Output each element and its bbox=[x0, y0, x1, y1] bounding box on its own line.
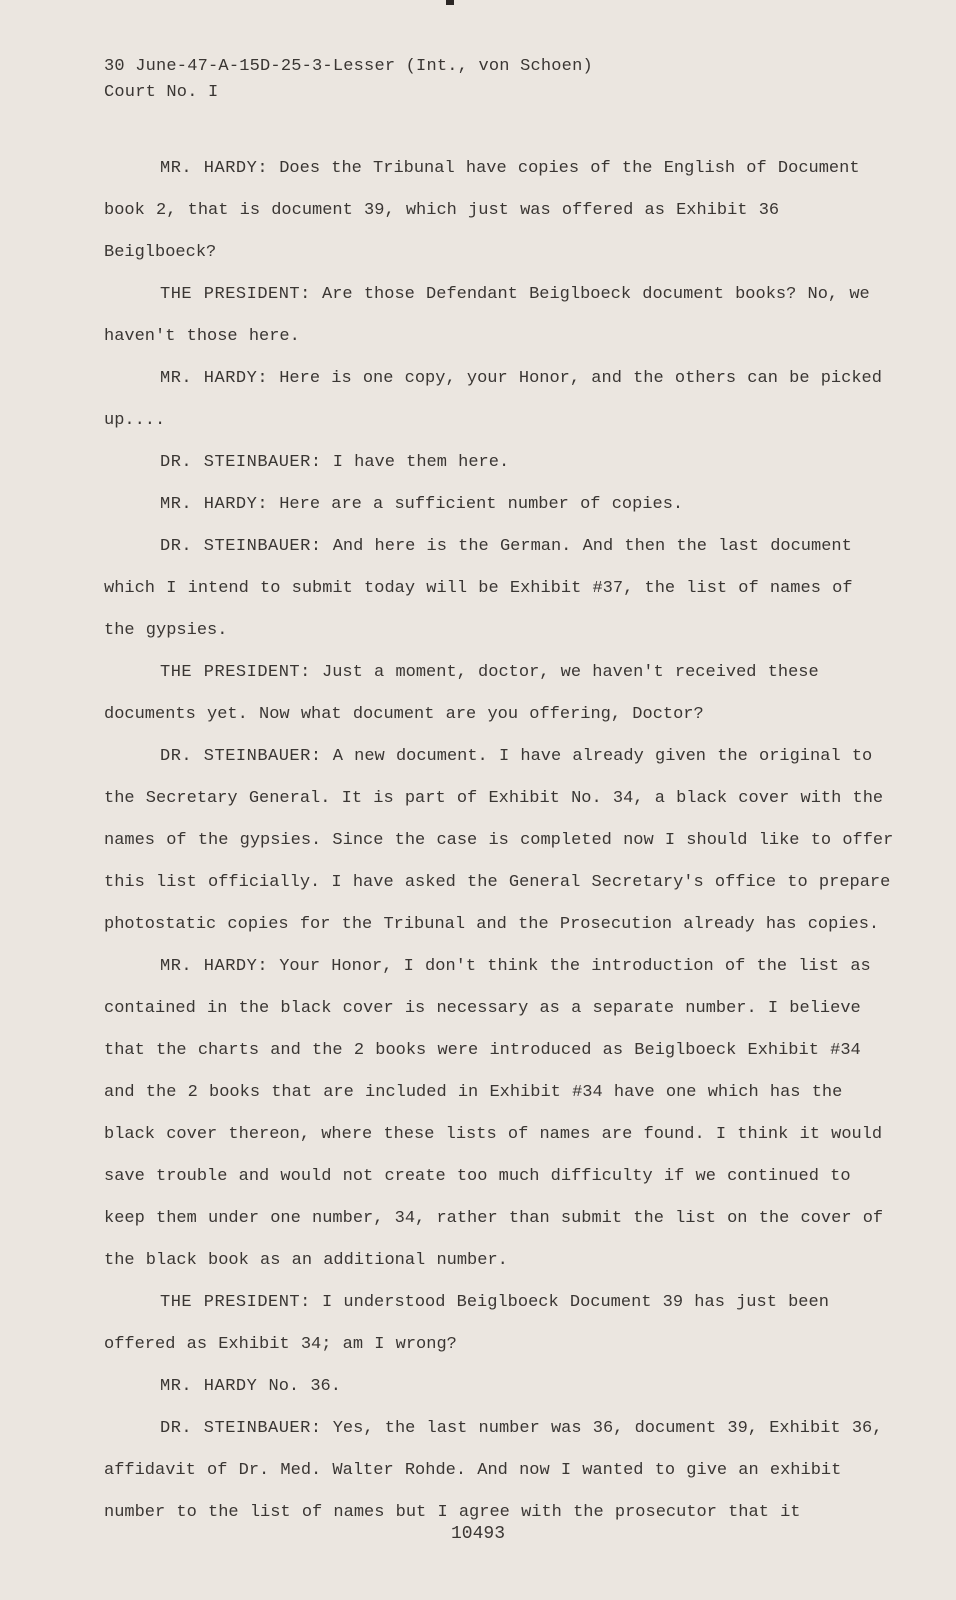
speech-text: And here is the German. And then the last document which I intend to submit today will be Exhibit #37, the list of names of the gypsies. bbox=[104, 537, 853, 640]
speech-text: A new document. I have already given the original to the Secretary General. It is part of Exhibit No. 34, a black cover with the names of the gypsies. Since the case is completed now I should like to offer this list officially. I have asked the General Secretary's office to prepare photostatic copies for the Tribunal and the Prosecution already has copies. bbox=[104, 747, 894, 934]
speaker-label: DR. STEINBAUER: bbox=[160, 453, 322, 472]
transcript-paragraph bbox=[104, 274, 894, 358]
speech-text: I understood Beiglboeck Document 39 has just been offered as Exhibit 34; am I wrong? bbox=[104, 1293, 829, 1354]
transcript-paragraph bbox=[104, 484, 894, 526]
speech-text: Just a moment, doctor, we haven't received these documents yet. Now what document are you offering, Doctor? bbox=[104, 663, 819, 724]
transcript-paragraph bbox=[104, 652, 894, 736]
speaker-label: MR. HARDY: bbox=[160, 495, 269, 514]
speech-text: I have them here. bbox=[332, 453, 510, 472]
transcript-paragraph bbox=[104, 1366, 894, 1408]
speech-text: Does the Tribunal have copies of the English of Document book 2, that is document 39, which just was offered as Exhibit 36 Beiglboeck? bbox=[104, 159, 860, 262]
transcript-paragraph bbox=[104, 148, 894, 274]
transcript-paragraph bbox=[104, 442, 894, 484]
document-header bbox=[104, 54, 593, 106]
speaker-label: DR. STEINBAUER: bbox=[160, 1419, 322, 1438]
speaker-label: THE PRESIDENT: bbox=[160, 1293, 311, 1312]
transcript-paragraph bbox=[104, 526, 894, 652]
transcript-paragraph bbox=[104, 358, 894, 442]
transcript-paragraph bbox=[104, 1282, 894, 1366]
binding-mark bbox=[446, 0, 454, 5]
speech-text: Your Honor, I don't think the introduction of the list as contained in the black cover is necessary as a separate number. I believe that the charts and the 2 books were introduced as Beiglboeck Exhibit #34 and the 2 books that are included in Exhibit #34 have one which has the black cover thereon, where these lists of names are found. I think it would save trouble and would not create too much difficulty if we continued to keep them under one number, 34, rather than submit the list on the cover of the black book as an additional number. bbox=[104, 957, 884, 1270]
transcript-paragraph bbox=[104, 736, 894, 946]
page-number: 10493 bbox=[450, 1524, 505, 1544]
speaker-label: MR. HARDY: bbox=[160, 159, 269, 178]
speaker-label: DR. STEINBAUER: bbox=[160, 747, 322, 766]
speaker-label: DR. STEINBAUER: bbox=[160, 537, 322, 556]
speech-text: Yes, the last number was 36, document 39, Exhibit 36, affidavit of Dr. Med. Walter Rohde. And now I wanted to give an exhibit number to the list of names but I agree with the prosecutor that it bbox=[104, 1419, 883, 1522]
speaker-label: THE PRESIDENT: bbox=[160, 663, 311, 682]
speaker-label: MR. HARDY: bbox=[160, 369, 269, 388]
header-line-case: 30 June-47-A-15D-25-3-Lesser (Int., von Schoen) bbox=[104, 57, 593, 76]
header-line-court: Court No. I bbox=[104, 83, 219, 102]
speaker-label: MR. HARDY bbox=[160, 1377, 258, 1396]
speaker-label: THE PRESIDENT: bbox=[160, 285, 311, 304]
speech-text: Here is one copy, your Honor, and the others can be picked up.... bbox=[104, 369, 882, 430]
speech-text: Are those Defendant Beiglboeck document books? No, we haven't those here. bbox=[104, 285, 870, 346]
speaker-label: MR. HARDY: bbox=[160, 957, 269, 976]
transcript-body bbox=[104, 148, 894, 1534]
speech-text: Here are a sufficient number of copies. bbox=[279, 495, 684, 514]
transcript-paragraph bbox=[104, 946, 894, 1282]
transcript-paragraph bbox=[104, 1408, 894, 1534]
speech-text: No. 36. bbox=[268, 1377, 341, 1396]
